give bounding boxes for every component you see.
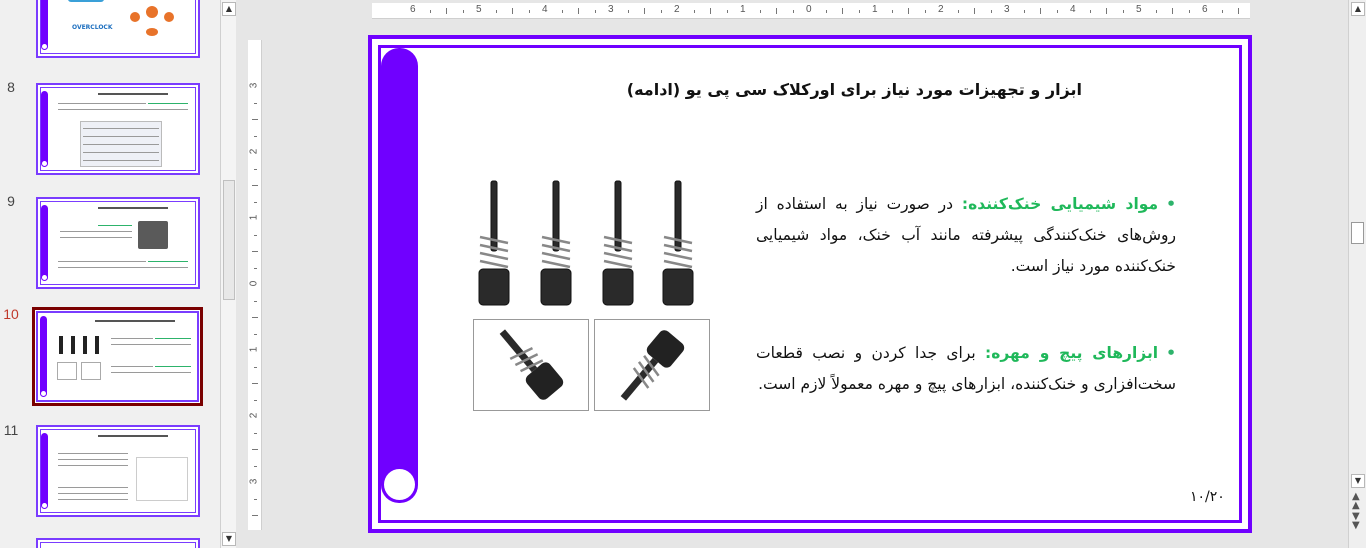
ruler-label: 1: [740, 4, 746, 15]
ruler-label: 6: [1202, 4, 1208, 15]
ruler-tick: [252, 251, 258, 252]
ruler-tick: [254, 433, 257, 434]
screws-image[interactable]: [472, 179, 712, 311]
ruler-tick: [1040, 8, 1041, 14]
ruler-tick: [254, 202, 257, 203]
ruler-tick: [1090, 10, 1091, 13]
ruler-tick: [252, 449, 258, 450]
ruler-tick: [430, 10, 431, 13]
ruler-label: 5: [1136, 4, 1142, 15]
ruler-tick: [1238, 8, 1239, 14]
ruler-tick: [1106, 8, 1107, 14]
screw-side-image-1[interactable]: [473, 319, 589, 411]
ruler-tick: [908, 8, 909, 14]
ruler-tick: [776, 8, 777, 14]
ruler-tick: [644, 8, 645, 14]
slide-number-11: 11: [3, 422, 19, 438]
scroll-up-icon[interactable]: ▲: [1351, 2, 1365, 16]
ruler-tick: [562, 10, 563, 13]
slide-thumbnail-12[interactable]: [36, 538, 200, 548]
scrollbar-thumb[interactable]: [223, 180, 235, 300]
slide-thumbnail-9[interactable]: [36, 197, 200, 289]
ruler-tick: [710, 8, 711, 14]
ruler-label: 4: [1070, 4, 1076, 15]
bullet-highlight: ابزارهای پیچ و مهره:: [985, 344, 1159, 362]
ruler-tick: [496, 10, 497, 13]
ruler-tick: [578, 8, 579, 14]
slide-title[interactable]: ابزار و تجهیزات مورد نیاز برای اورکلاک سی پی یو (ادامه): [626, 80, 1082, 99]
ruler-tick: [252, 383, 258, 384]
bullet-screw-tools[interactable]: [756, 338, 1176, 400]
slide-thumbnail-10[interactable]: [32, 307, 203, 406]
ruler-label: 0: [248, 280, 260, 287]
scrollbar-thumb[interactable]: [1351, 222, 1364, 244]
ruler-tick: [661, 10, 662, 13]
ruler-tick: [252, 185, 258, 186]
ruler-label: 4: [542, 4, 548, 15]
ruler-label: 1: [872, 4, 878, 15]
ruler-tick: [991, 10, 992, 13]
ruler-label: 6: [410, 4, 416, 15]
ruler-tick: [446, 8, 447, 14]
ruler-tick: [254, 169, 257, 170]
ruler-tick: [254, 499, 257, 500]
slide-thumbnail-panel: [0, 0, 222, 548]
page-number: ۱۰/۲۰: [1190, 489, 1225, 505]
ruler-label: 2: [938, 4, 944, 15]
ruler-tick: [1172, 8, 1173, 14]
ruler-tick: [252, 317, 258, 318]
slide-thumbnail-11[interactable]: [36, 425, 200, 517]
ruler-tick: [254, 235, 257, 236]
ruler-tick: [925, 10, 926, 13]
ruler-tick: [1222, 10, 1223, 13]
ruler-label: 3: [1004, 4, 1010, 15]
scroll-down-icon[interactable]: ▼: [1351, 474, 1365, 488]
ruler-tick: [1024, 10, 1025, 13]
slide-number-9: 9: [7, 193, 15, 209]
scroll-up-icon[interactable]: ▲: [222, 2, 236, 16]
ruler-tick: [842, 8, 843, 14]
ruler-label: 1: [248, 346, 260, 353]
ruler-label: 5: [476, 4, 482, 15]
thumbnail-scrollbar[interactable]: [220, 0, 236, 548]
ruler-label: 0: [806, 4, 812, 15]
ruler-label: 3: [608, 4, 614, 15]
ruler-tick: [254, 301, 257, 302]
bullet-text: برای جدا کردن و نصب قطعات سخت‌افزاری و خنک‌کننده، ابزارهای پیچ و مهره معمولاً لازم است.: [756, 344, 1176, 393]
power-supply-image: [138, 221, 168, 249]
ruler-tick: [694, 10, 695, 13]
ruler-tick: [595, 10, 596, 13]
slide-thumbnail-7[interactable]: [36, 0, 200, 58]
ruler-tick: [463, 10, 464, 13]
ruler-tick: [892, 10, 893, 13]
bullet-dot-icon: •: [1166, 195, 1176, 213]
ruler-tick: [793, 10, 794, 13]
ruler-label: 1: [248, 214, 260, 221]
ruler-tick: [254, 334, 257, 335]
ruler-tick: [512, 8, 513, 14]
ruler-label: 3: [248, 82, 260, 89]
ruler-tick: [958, 10, 959, 13]
ruler-tick: [826, 10, 827, 13]
ruler-tick: [760, 10, 761, 13]
ruler-tick: [628, 10, 629, 13]
slide-thumbnail-8[interactable]: [36, 83, 200, 175]
overclock-logo-icon: [68, 0, 104, 2]
ruler-tick: [859, 10, 860, 13]
horizontal-ruler: [372, 3, 1250, 19]
ruler-label: 3: [248, 478, 260, 485]
ruler-tick: [1189, 10, 1190, 13]
ruler-tick: [252, 119, 258, 120]
overclock-logo-text: OVERCLOCK: [72, 24, 113, 31]
ruler-label: 2: [248, 412, 260, 419]
scroll-down-icon[interactable]: ▼: [222, 532, 236, 546]
ruler-tick: [974, 8, 975, 14]
ruler-label: 2: [674, 4, 680, 15]
slide-number-10: 10: [3, 306, 19, 322]
ruler-label: 2: [248, 148, 260, 155]
ruler-tick: [254, 103, 257, 104]
ruler-tick: [254, 400, 257, 401]
bullet-text: در صورت نیاز به استفاده از روش‌های خنک‌کنندگی پیشرفته مانند آب خنک، مواد شیمیایی خنک‌کننده مورد نیاز است.: [756, 195, 1176, 275]
ruler-tick: [254, 136, 257, 137]
bullet-dot-icon: •: [1166, 344, 1176, 362]
vertical-ruler: [248, 40, 262, 530]
ruler-tick: [529, 10, 530, 13]
ruler-tick: [254, 268, 257, 269]
next-slide-icon[interactable]: ▼ ▼: [1352, 511, 1360, 531]
screw-side-image-2[interactable]: [594, 319, 710, 411]
ruler-tick: [1123, 10, 1124, 13]
screenshot-image: [80, 121, 162, 167]
ruler-tick: [254, 466, 257, 467]
editor-scrollbar[interactable]: [1348, 0, 1366, 548]
decorative-circle: [384, 469, 415, 500]
diagram-image: [136, 457, 188, 501]
ruler-tick: [1057, 10, 1058, 13]
ruler-tick: [254, 367, 257, 368]
bullet-highlight: مواد شیمیایی خنک‌کننده:: [961, 195, 1159, 213]
slide-number-8: 8: [7, 79, 15, 95]
bullet-cooling-chemicals[interactable]: [756, 189, 1176, 282]
previous-slide-icon[interactable]: ▲ ▲: [1352, 491, 1360, 511]
decorative-side-bar: [381, 48, 418, 503]
ruler-tick: [1156, 10, 1157, 13]
ruler-tick: [727, 10, 728, 13]
slide-canvas[interactable]: [368, 35, 1252, 533]
ruler-tick: [252, 515, 258, 516]
